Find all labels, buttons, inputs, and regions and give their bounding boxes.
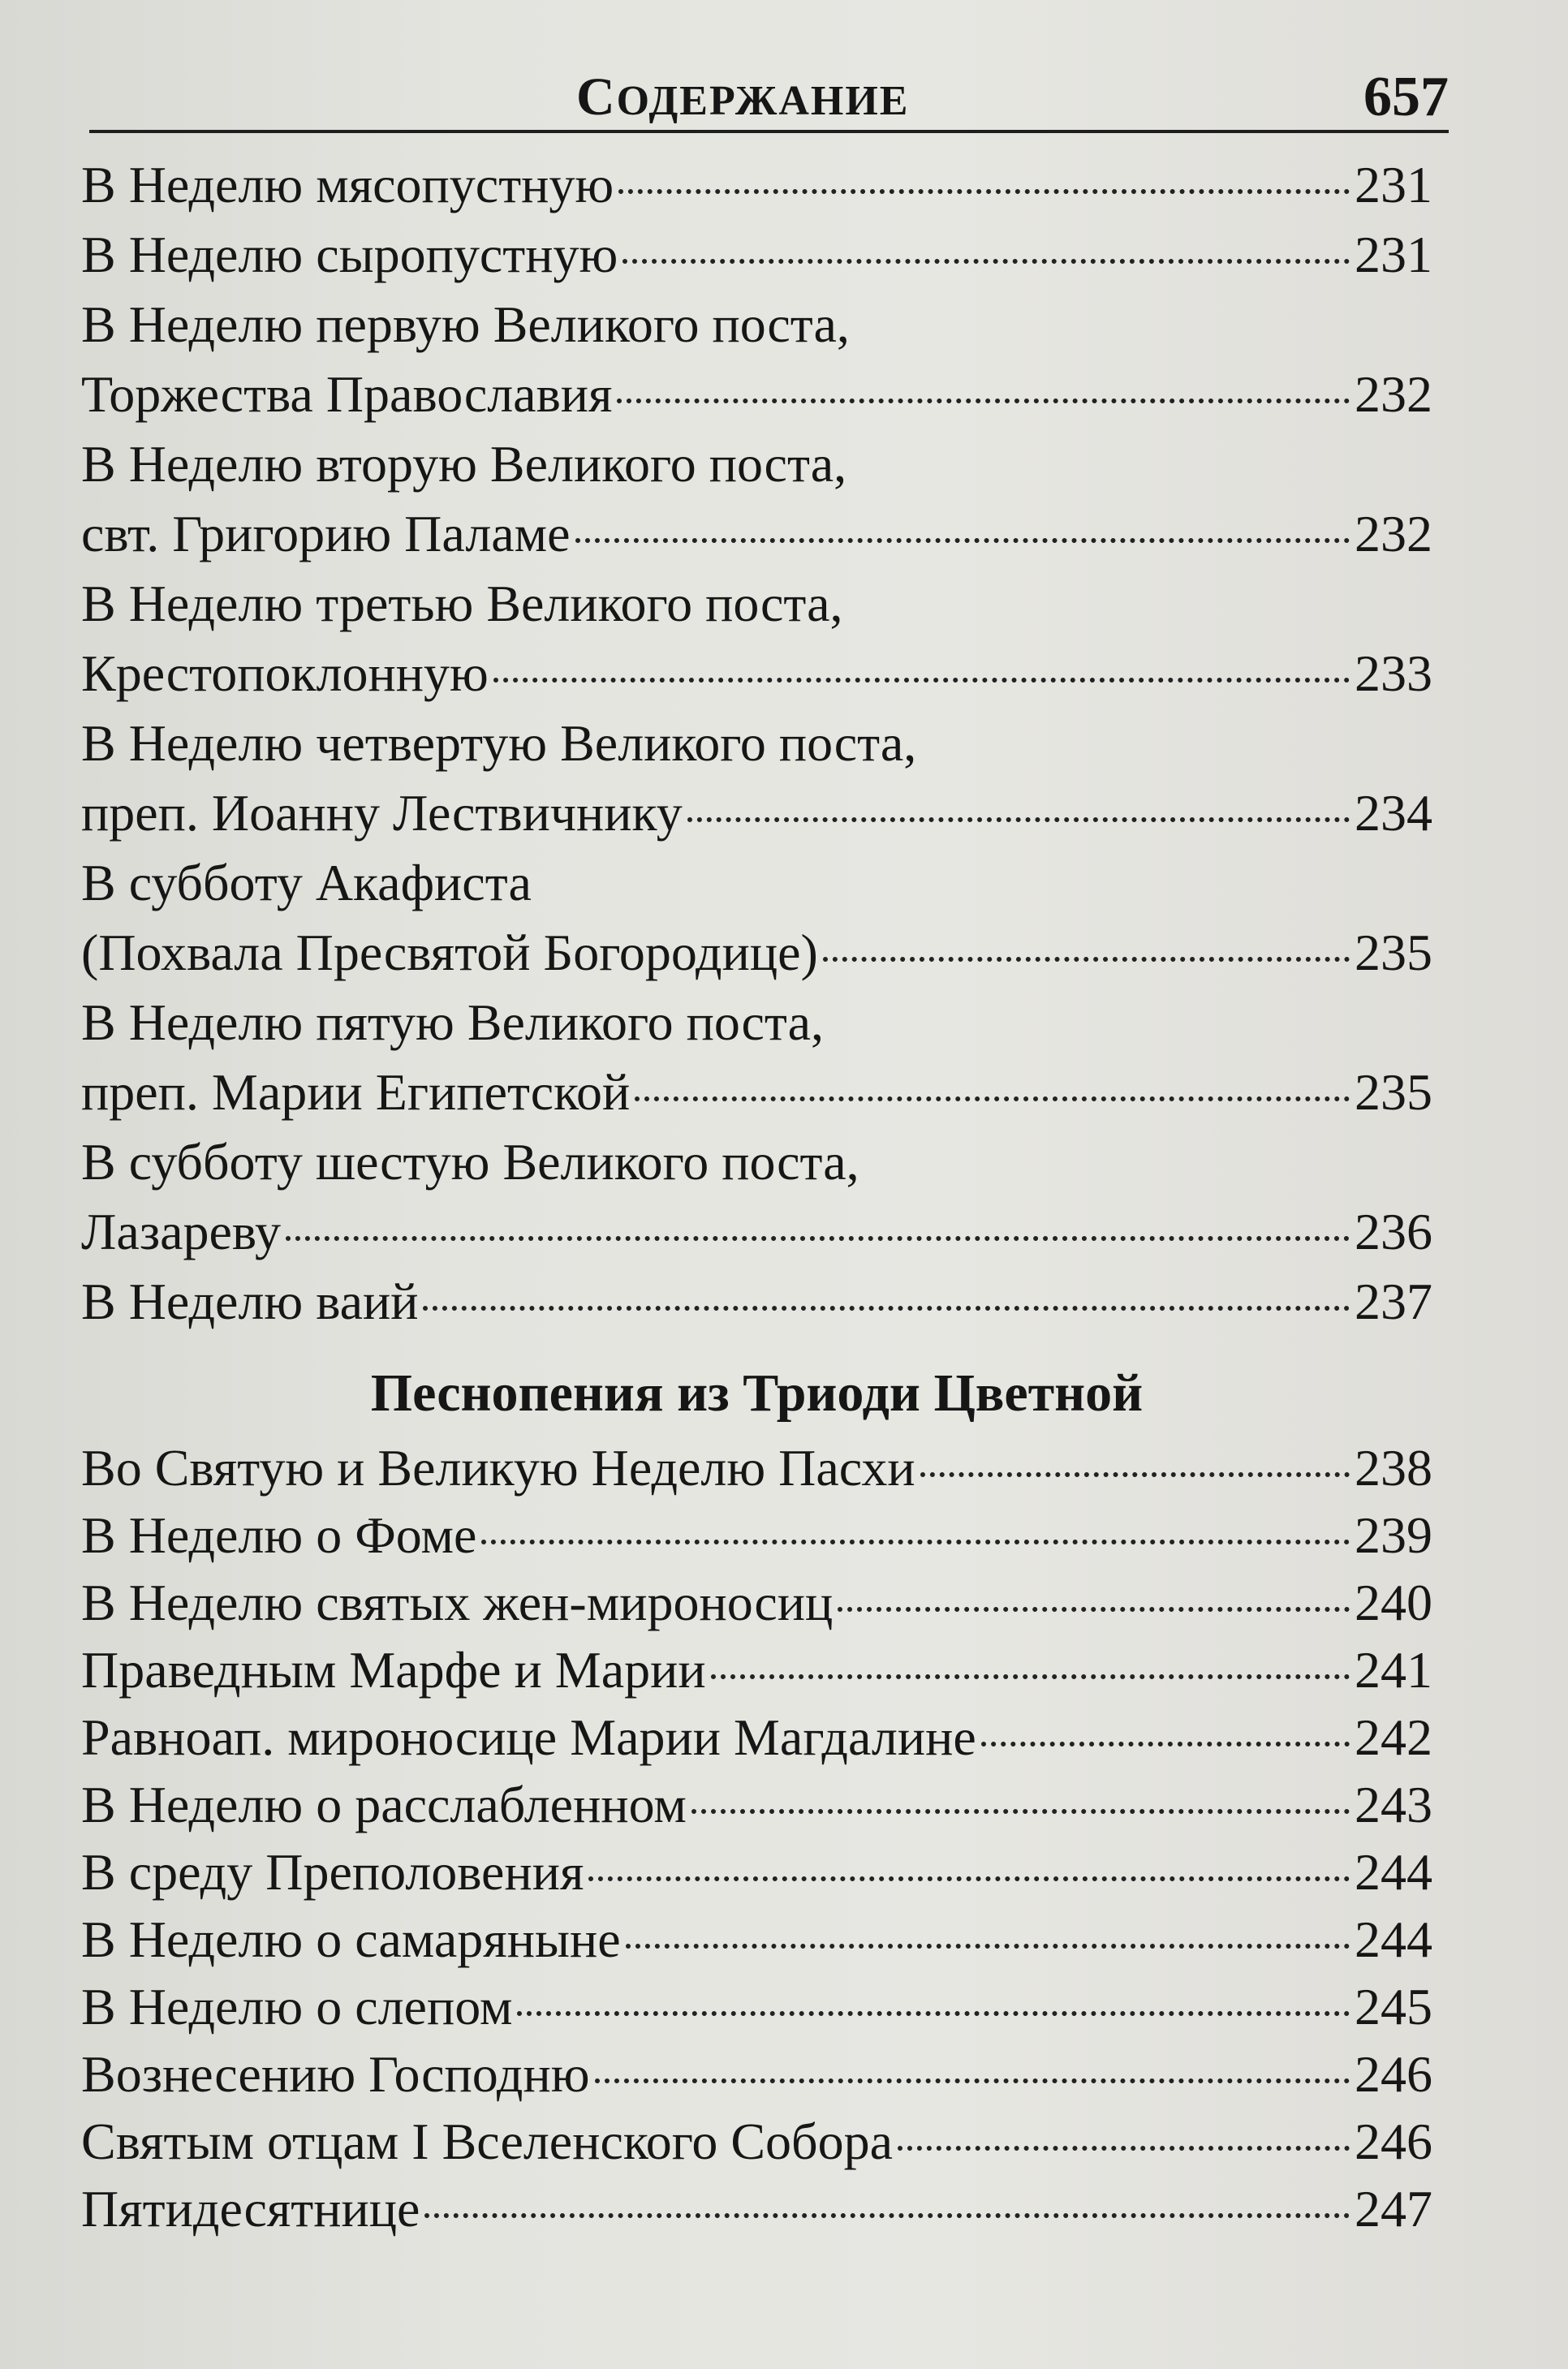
toc-page-number: 231 — [1355, 226, 1432, 283]
dot-leader — [575, 538, 1350, 543]
toc-entry-line — [81, 360, 1432, 429]
dot-leader — [898, 2146, 1350, 2151]
toc-entry — [81, 709, 1432, 848]
running-title-rest: ОДЕРЖАНИЕ — [616, 78, 910, 124]
toc-entry-title: Святым отцам I Вселенского Собора — [81, 2113, 893, 2170]
toc-page-number: 246 — [1355, 2113, 1432, 2170]
toc-entry-line — [81, 988, 1432, 1057]
toc-entry — [81, 1267, 1432, 1337]
toc-page-number: 247 — [1355, 2180, 1432, 2238]
toc-entry-line — [81, 569, 1432, 639]
toc-page-number: 241 — [1355, 1641, 1432, 1699]
toc-entry-line — [81, 1501, 1432, 1569]
dot-leader — [711, 1674, 1350, 1679]
toc-entry-title: Торжества Православия — [81, 365, 613, 423]
toc-entry-line — [81, 1704, 1432, 1771]
toc-entry-title: В Неделю о слепом — [81, 1978, 513, 2035]
toc-entry-title: В субботу шестую Великого поста, — [81, 1133, 859, 1191]
toc-entry-title: В субботу Акафиста — [81, 854, 532, 911]
toc-page-number: 234 — [1355, 784, 1432, 842]
toc-section-lenten — [81, 150, 1432, 1337]
dot-leader — [588, 1876, 1350, 1881]
running-title-first-letter: С — [576, 67, 617, 127]
dot-leader — [626, 1944, 1350, 1949]
toc-entry-title: преп. Марии Египетской — [81, 1063, 631, 1121]
toc-entry-title: В Неделю пятую Великого поста, — [81, 993, 824, 1051]
toc-page-number: 236 — [1355, 1203, 1432, 1260]
page-header — [89, 32, 1449, 133]
toc-entry-title: В среду Преполовения — [81, 1843, 584, 1901]
running-title — [576, 32, 909, 130]
toc-page-number: 235 — [1355, 924, 1432, 981]
toc-page-number: 244 — [1355, 1843, 1432, 1901]
toc-entry-title: преп. Иоанну Лествичнику — [81, 784, 683, 842]
toc-entry-title: В Неделю святых жен-мироносиц — [81, 1574, 834, 1631]
toc-entry-line — [81, 639, 1432, 709]
toc-entry-title: В Неделю вторую Великого поста, — [81, 435, 847, 493]
dot-leader — [687, 817, 1350, 822]
toc-entry — [81, 1906, 1432, 1973]
toc-entry-line — [81, 290, 1432, 360]
toc-entry-title: В Неделю третью Великого поста, — [81, 575, 843, 632]
toc-entry — [81, 1771, 1432, 1838]
toc-entry — [81, 1704, 1432, 1771]
toc-entry-line — [81, 1838, 1432, 1906]
toc-page-number: 246 — [1355, 2045, 1432, 2103]
toc-entry-line — [81, 1434, 1432, 1501]
toc-entry — [81, 429, 1432, 569]
toc-page-number: 232 — [1355, 505, 1432, 562]
toc-entry-title: В Неделю о расслабленном — [81, 1776, 687, 1833]
dot-leader — [622, 259, 1350, 264]
toc-entry-line — [81, 1636, 1432, 1704]
toc-entry-line — [81, 1197, 1432, 1267]
toc-entry-line — [81, 1906, 1432, 1973]
toc-entry-line — [81, 220, 1432, 290]
toc-entry-line — [81, 1267, 1432, 1337]
toc-entry — [81, 1973, 1432, 2040]
toc-entry — [81, 1838, 1432, 1906]
table-of-contents — [81, 150, 1432, 2242]
toc-entry-title: свт. Григорию Паламе — [81, 505, 571, 562]
toc-page-number: 232 — [1355, 365, 1432, 423]
dot-leader — [481, 1540, 1350, 1544]
toc-entry — [81, 848, 1432, 988]
toc-entry-title: Равноап. мироносице Марии Магдалине — [81, 1708, 976, 1766]
toc-entry-title: Крестопоклонную — [81, 644, 489, 702]
toc-entry — [81, 988, 1432, 1127]
toc-entry-line — [81, 918, 1432, 988]
toc-entry-line — [81, 848, 1432, 918]
toc-page-number: 235 — [1355, 1063, 1432, 1121]
toc-page-number: 242 — [1355, 1708, 1432, 1766]
toc-entry — [81, 2175, 1432, 2242]
toc-entry — [81, 2040, 1432, 2108]
dot-leader — [823, 957, 1350, 962]
toc-entry-title: В Неделю о Фоме — [81, 1506, 477, 1564]
dot-leader — [618, 189, 1350, 194]
toc-entry-line — [81, 499, 1432, 569]
toc-entry-line — [81, 1127, 1432, 1197]
dot-leader — [838, 1607, 1350, 1612]
toc-section-pentecostarion — [81, 1434, 1432, 2242]
toc-page-number: 239 — [1355, 1506, 1432, 1564]
toc-page-number: 233 — [1355, 644, 1432, 702]
toc-entry-title: В Неделю о самаряныне — [81, 1910, 621, 1968]
section-heading: Песнопения из Триоди Цветной — [370, 1363, 1144, 1423]
toc-entry-title: В Неделю сыропустную — [81, 226, 618, 283]
toc-entry-title: В Неделю ваий — [81, 1273, 419, 1330]
toc-page-number: 245 — [1355, 1978, 1432, 2035]
toc-entry-line — [81, 1569, 1432, 1636]
toc-page-number: 238 — [1355, 1439, 1432, 1497]
dot-leader — [286, 1236, 1350, 1241]
toc-entry-line — [81, 778, 1432, 848]
toc-entry — [81, 569, 1432, 709]
dot-leader — [981, 1742, 1350, 1747]
toc-entry — [81, 1636, 1432, 1704]
toc-entry — [81, 150, 1432, 220]
toc-entry-line — [81, 1057, 1432, 1127]
toc-entry-line — [81, 2108, 1432, 2175]
dot-leader — [424, 2213, 1350, 2218]
dot-leader — [920, 1472, 1350, 1477]
dot-leader — [691, 1809, 1350, 1814]
toc-entry-title: В Неделю мясопустную — [81, 156, 614, 213]
toc-page-number: 244 — [1355, 1910, 1432, 1968]
toc-entry-line — [81, 1973, 1432, 2040]
toc-page-number: 231 — [1355, 156, 1432, 213]
toc-page-number: 237 — [1355, 1273, 1432, 1330]
toc-entry — [81, 290, 1432, 429]
toc-entry — [81, 1434, 1432, 1501]
toc-entry-title: Праведным Марфе и Марии — [81, 1641, 706, 1699]
toc-entry-title: Вознесению Господню — [81, 2045, 590, 2103]
toc-entry-title: В Неделю четвертую Великого поста, — [81, 714, 917, 772]
dot-leader — [617, 398, 1350, 403]
toc-entry — [81, 1127, 1432, 1267]
toc-entry-line — [81, 709, 1432, 778]
toc-entry — [81, 2108, 1432, 2175]
dot-leader — [517, 2011, 1350, 2016]
toc-entry-line — [81, 150, 1432, 220]
dot-leader — [423, 1306, 1350, 1311]
toc-entry-line — [81, 2175, 1432, 2242]
toc-page-number: 240 — [1355, 1574, 1432, 1631]
dot-leader — [493, 678, 1350, 683]
toc-page-number: 243 — [1355, 1776, 1432, 1833]
toc-entry-title: Пятидесятнице — [81, 2180, 420, 2238]
toc-entry-line — [81, 1771, 1432, 1838]
toc-entry — [81, 1501, 1432, 1569]
toc-entry-title: В Неделю первую Великого поста, — [81, 295, 850, 353]
toc-entry-line — [81, 429, 1432, 499]
toc-entry — [81, 220, 1432, 290]
toc-entry-title: Лазареву — [81, 1203, 281, 1260]
toc-entry-title: (Похвала Пресвятой Богородице) — [81, 924, 818, 981]
toc-entry — [81, 1569, 1432, 1636]
toc-entry-line — [81, 2040, 1432, 2108]
toc-entry-title: Во Святую и Великую Неделю Пасхи — [81, 1439, 915, 1497]
page-number: 657 — [1363, 66, 1449, 128]
dot-leader — [635, 1096, 1350, 1101]
dot-leader — [595, 2078, 1350, 2083]
